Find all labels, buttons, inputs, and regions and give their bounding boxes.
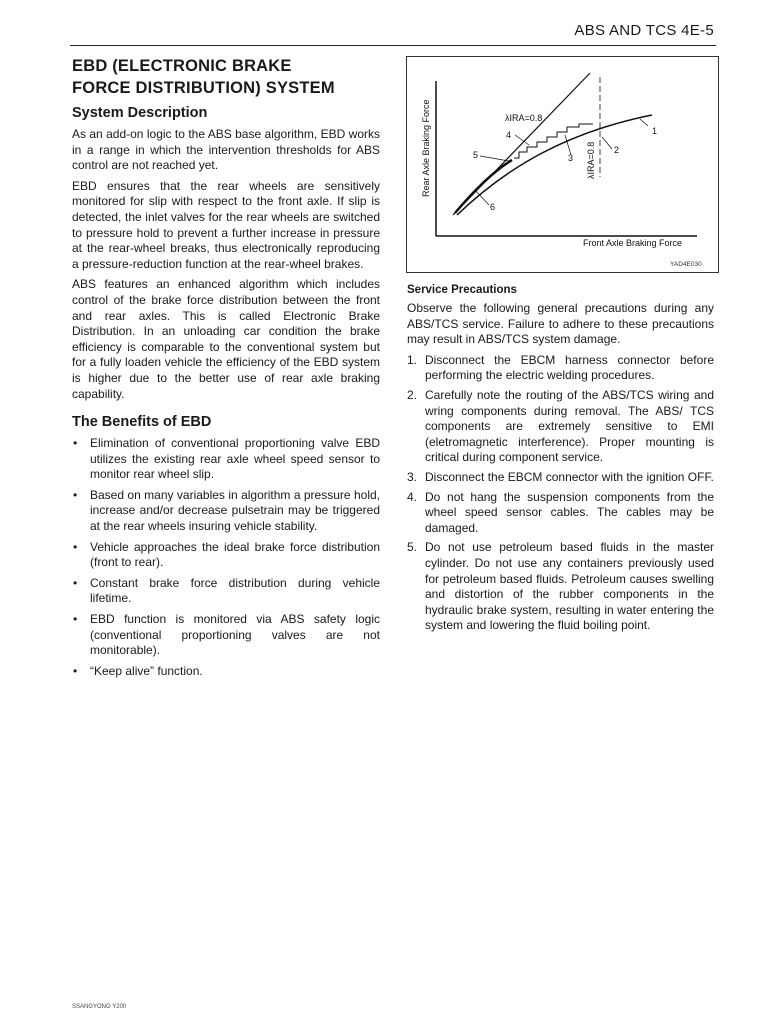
leader-2	[602, 137, 612, 149]
x-axis-label: Front Axle Braking Force	[583, 238, 683, 248]
precaution-item	[407, 470, 714, 486]
step-text: Do not use petroleum based fluids in the master cylinder. Do not use any containers previously used for petroleum based fluids. Petroleum causes swelling and distortion of the rubber components in the hydraulic brake system, resulting in water entering the system and lowering the fluid boiling point.	[425, 540, 714, 633]
benefit-item	[72, 664, 380, 680]
benefit-text: Elimination of conventional proportioning valve EBD utilizes the existing rear axle wheel speed sensor to monitor rear wheel slip.	[90, 436, 380, 482]
benefit-item	[72, 436, 380, 483]
bullet-symbol: •	[73, 663, 78, 678]
benefit-text: EBD function is monitored via ABS safety logic (conventional proportioning valves are not monitorable).	[90, 612, 380, 658]
step-number: 1.	[407, 352, 418, 367]
ideal-distribution-curve	[457, 115, 652, 215]
section-title	[72, 55, 380, 99]
paragraph-1: As an add-on logic to the ABS base algorithm, EBD works in a range in which the intervention thresholds for ABS control are not reached yet.	[72, 127, 380, 173]
leader-3	[565, 135, 571, 155]
step-text: Carefully note the routing of the ABS/TCS wiring and wring components during removal. The ABS/ TCS components are extremely sensitive to EMI (eletromagnetic interference). Proper mounting is critical during component service.	[425, 387, 714, 465]
benefit-text: Vehicle approaches the ideal brake force distribution (front to rear).	[90, 539, 380, 570]
y-axis-label: Rear Axle Braking Force	[421, 99, 431, 197]
benefit-item	[72, 612, 380, 659]
lambda-rotated-label: λIRA=0.8	[586, 141, 596, 179]
ebd-step-line	[514, 124, 593, 158]
ebd-curve-6	[455, 160, 512, 213]
footer-code: SSANGYONG Y200	[72, 1004, 127, 1010]
service-intro: Observe the following general precautions during any ABS/TCS service. Failure to adhere to these precautions may result in ABS/TCS system damage.	[407, 301, 714, 347]
leader-5	[480, 156, 509, 161]
precaution-item	[407, 353, 714, 384]
benefits-list	[72, 436, 380, 679]
leader-1	[640, 119, 648, 126]
precaution-item	[407, 540, 714, 634]
benefit-item	[72, 576, 380, 607]
step-text: Do not hang the suspension components from the wheel speed sensor cables. The cables may be damaged.	[425, 489, 714, 535]
service-precautions-heading: Service Precautions	[407, 284, 517, 296]
step-text: Disconnect the EBCM connector with the ignition OFF.	[425, 469, 714, 484]
step-number: 4.	[407, 489, 418, 504]
callout-4: 4	[506, 130, 512, 140]
step-number: 2.	[407, 387, 418, 402]
bullet-symbol: •	[73, 575, 78, 590]
callout-2: 2	[614, 145, 620, 155]
bullet-symbol: •	[73, 539, 78, 554]
step-number: 5.	[407, 540, 418, 555]
bullet-symbol: •	[73, 487, 78, 502]
system-description-heading: System Description	[72, 105, 208, 121]
page-header-title: ABS AND TCS 4E-5	[574, 22, 714, 39]
precautions-list	[407, 353, 714, 634]
benefits-heading: The Benefits of EBD	[72, 414, 212, 431]
paragraph-2: EBD ensures that the rear wheels are sensitively monitored for slip with respect to the front axle. If slip is detected, the inlet valves for the rear wheels are switched to pressure hold to prevent a further increase in pressure at the rear-wheel breaks, thus electronically reproducing a pressure-reduction function at the rear-wheel brakes.	[72, 178, 380, 271]
section-title-line-2: FORCE DISTRIBUTION) SYSTEM	[72, 79, 335, 97]
lambda-top-label: λIRA=0.8	[505, 113, 543, 123]
benefit-item	[72, 540, 380, 571]
callout-5: 5	[473, 150, 479, 160]
benefit-text: Based on many variables in algorithm a pressure hold, increase and/or decrease pulsetrain may be triggered at the rear wheels insuring vehicle stability.	[90, 487, 380, 534]
figure-code: YAD4E030	[670, 261, 702, 268]
benefit-text: Constant brake force distribution during vehicle lifetime.	[90, 575, 380, 606]
precaution-item	[407, 388, 714, 466]
callout-3: 3	[568, 153, 574, 163]
right-column	[407, 284, 714, 638]
benefit-item	[72, 488, 380, 535]
step-text: Disconnect the EBCM harness connector before performing the electric welding procedures.	[425, 352, 714, 383]
benefit-text: “Keep alive” function.	[90, 663, 203, 678]
callout-6: 6	[490, 202, 496, 212]
step-number: 3.	[407, 469, 418, 484]
precaution-item	[407, 490, 714, 537]
bullet-symbol: •	[73, 612, 78, 627]
header-rule	[70, 45, 716, 46]
section-title-line-1: EBD (ELECTRONIC BRAKE	[72, 57, 292, 75]
callout-1: 1	[652, 126, 658, 136]
diagram-svg	[407, 57, 718, 272]
ebd-brake-force-diagram	[406, 56, 719, 273]
bullet-symbol: •	[73, 436, 78, 451]
left-column	[72, 55, 380, 684]
paragraph-3: ABS features an enhanced algorithm which includes control of the brake force distribution between the front and rear axles. This is called Electronic Brake Distribution. In an unloading car condition the brake efficiency is comparable to the conventional system but for a fully loaden vehicle the efficiency of the EBD system is higher due to the better use of rear axle braking capability.	[72, 277, 380, 401]
